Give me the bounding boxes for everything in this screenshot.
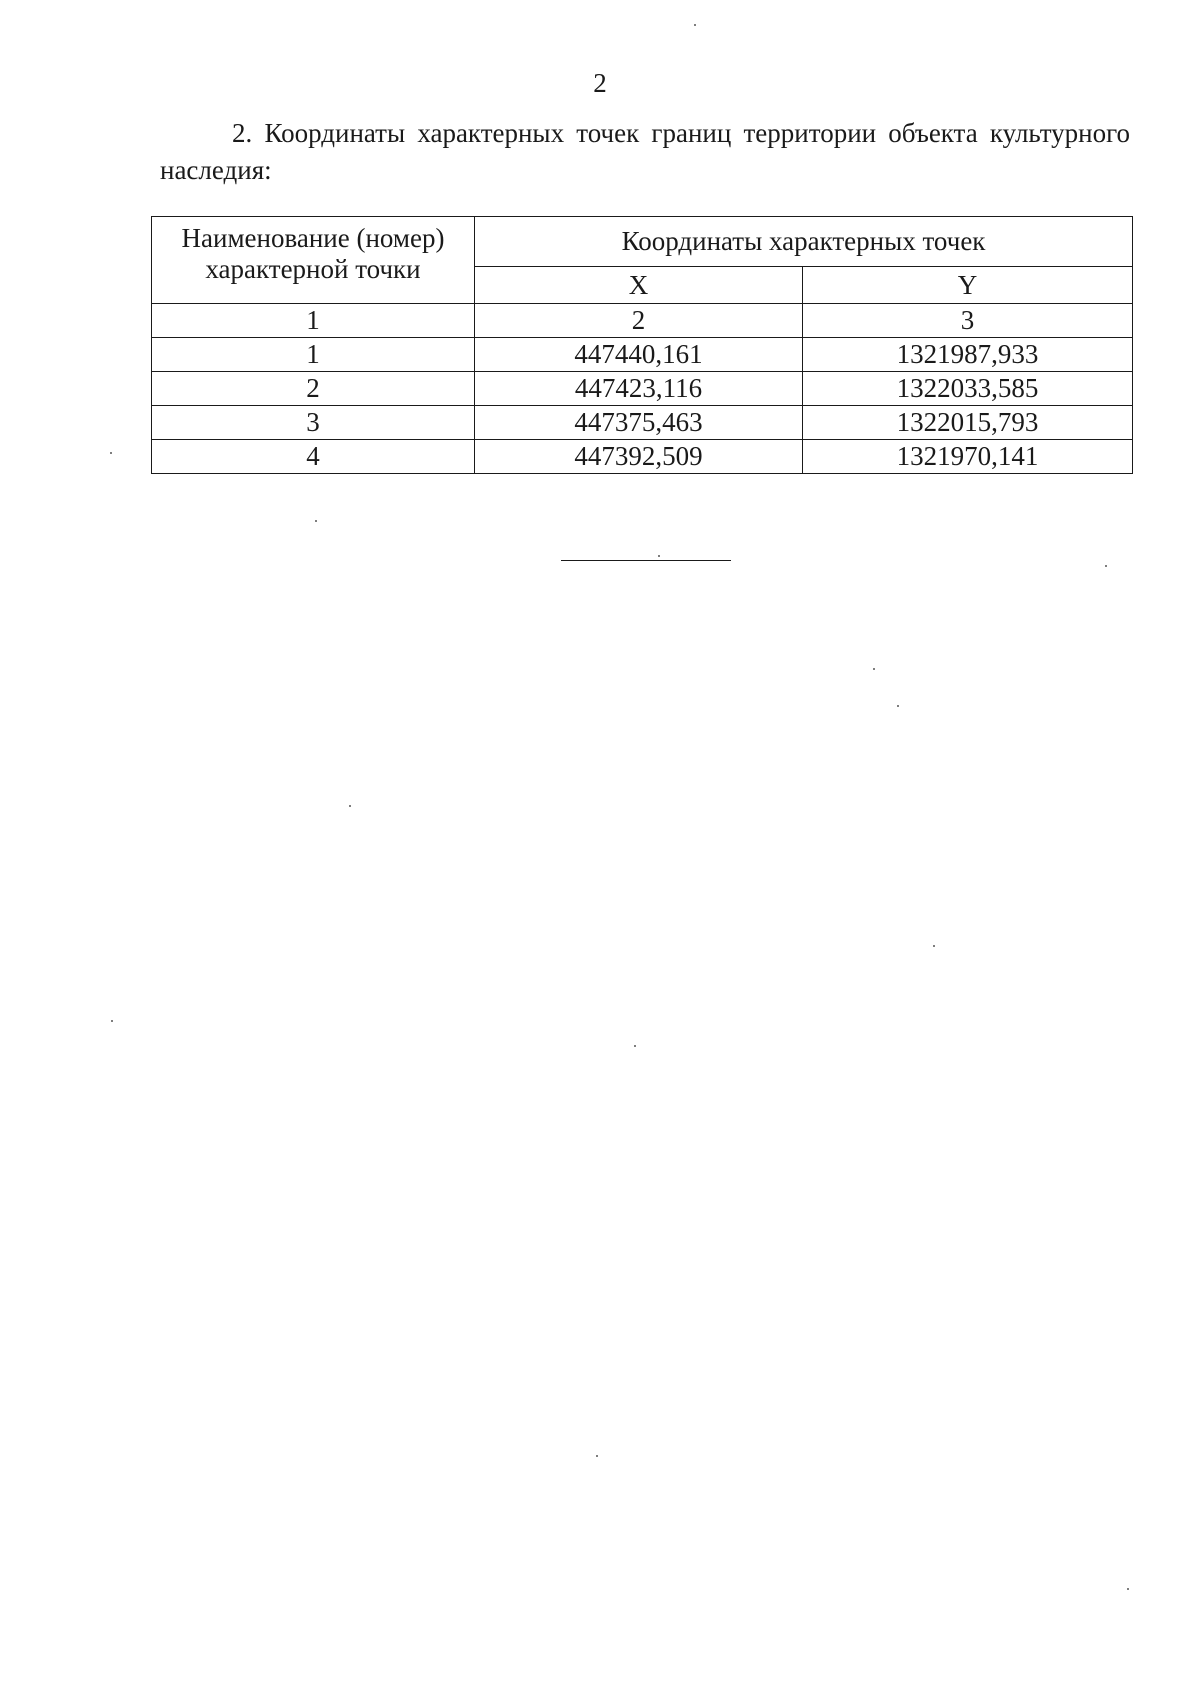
scan-speck (933, 945, 935, 947)
scan-speck (596, 1455, 598, 1457)
point-number: 3 (152, 406, 475, 440)
column-number: 1 (152, 304, 475, 338)
end-separator-line (561, 560, 731, 561)
coordinate-x: 447375,463 (475, 406, 803, 440)
scan-speck (897, 705, 899, 707)
point-number: 2 (152, 372, 475, 406)
scan-speck (111, 1020, 113, 1022)
point-number: 1 (152, 338, 475, 372)
table-row (152, 440, 1133, 474)
column-number: 3 (803, 304, 1133, 338)
coordinate-y: 1321987,933 (803, 338, 1133, 372)
header-coordinates-group: Координаты характерных точек (475, 217, 1133, 267)
coordinate-x: 447440,161 (475, 338, 803, 372)
scan-speck (349, 805, 351, 807)
column-number: 2 (475, 304, 803, 338)
table-row (152, 338, 1133, 372)
scan-speck (694, 24, 696, 26)
table-column-number-row (152, 304, 1133, 338)
header-y: Y (803, 267, 1133, 304)
scan-speck (1127, 1588, 1129, 1590)
coordinate-x: 447423,116 (475, 372, 803, 406)
scan-speck (634, 1045, 636, 1047)
scan-speck (658, 555, 660, 557)
section-heading-line1: 2. Координаты характерных точек границ территории объекта (232, 118, 978, 148)
scan-speck (873, 668, 875, 670)
table-row (152, 406, 1133, 440)
coordinate-x: 447392,509 (475, 440, 803, 474)
coordinate-y: 1322015,793 (803, 406, 1133, 440)
section-heading-line2: культурного наследия: (160, 118, 1130, 185)
table-header-row (152, 217, 1133, 267)
section-heading (160, 115, 1130, 189)
scan-speck (1105, 565, 1107, 567)
scan-speck (110, 452, 112, 454)
coordinate-y: 1322033,585 (803, 372, 1133, 406)
point-number: 4 (152, 440, 475, 474)
header-x: X (475, 267, 803, 304)
coordinates-table (151, 216, 1133, 474)
coordinate-y: 1321970,141 (803, 440, 1133, 474)
table-row (152, 372, 1133, 406)
header-point-name: Наименование (номер) характерной точки (152, 217, 475, 304)
page-number: 2 (593, 68, 607, 98)
scan-speck (315, 520, 317, 522)
